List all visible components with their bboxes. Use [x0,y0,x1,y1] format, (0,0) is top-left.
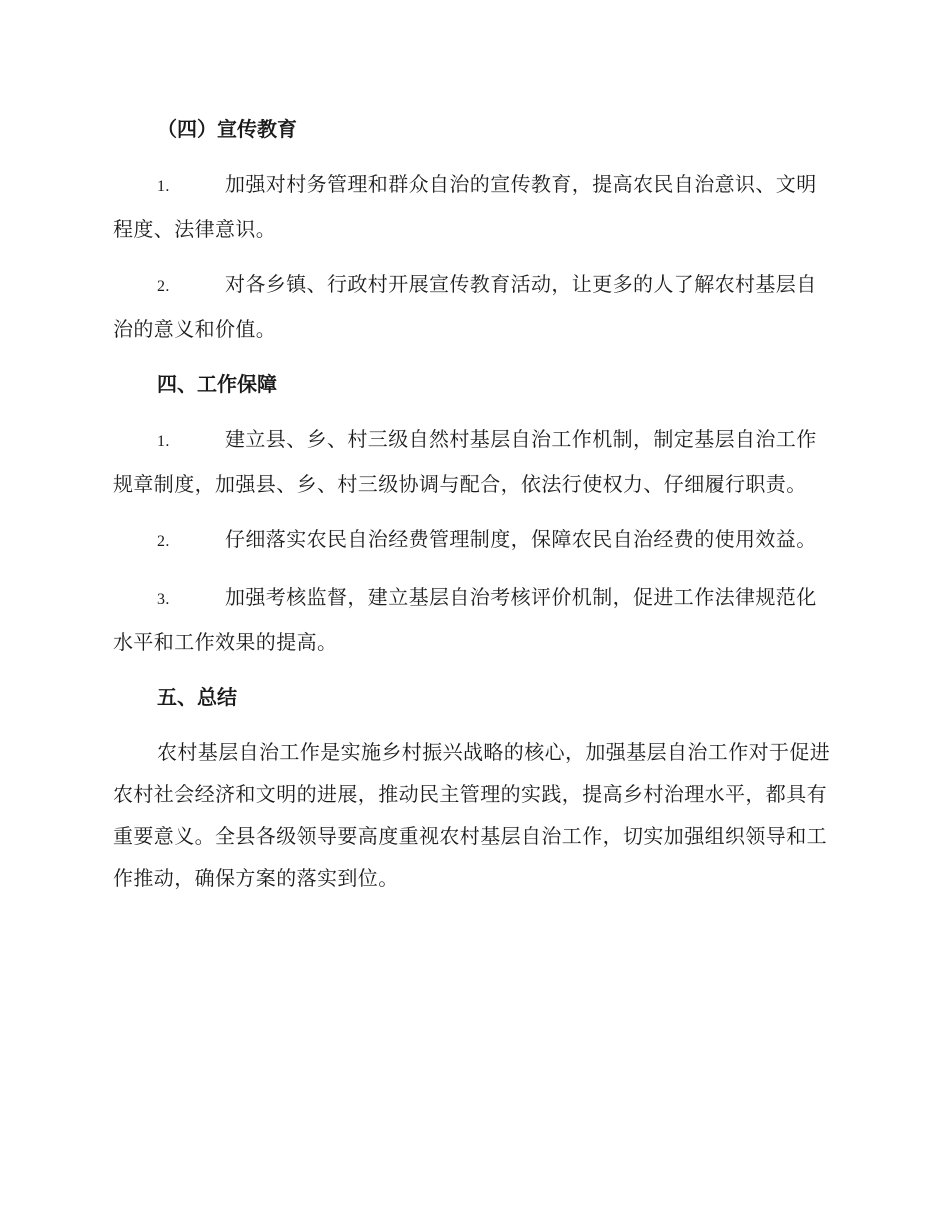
list-item-text: 加强对村务管理和群众自治的宣传教育，提高农民自治意识、文明程度、法律意识。 [113,172,817,241]
list-item [113,518,835,563]
list-item [113,163,835,250]
list-item-text: 加强考核监督，建立基层自治考核评价机制，促进工作法律规范化水平和工作效果的提高。 [113,585,817,654]
section-heading-publicity: （四）宣传教育 [157,117,297,141]
list-item-number: 1. [157,433,170,450]
list-item-number: 1. [157,178,170,195]
section-heading-summary: 五、总结 [157,685,237,709]
list-item-number: 2. [157,278,170,295]
list-item [113,418,835,505]
list-item [113,263,835,350]
list-item [113,576,835,663]
list-item-text: 对各乡镇、行政村开展宣传教育活动，让更多的人了解农村基层自治的意义和价值。 [113,272,817,341]
list-item-number: 2. [157,533,170,550]
document-body [113,108,835,899]
list-item-text: 仔细落实农民自治经费管理制度，保障农民自治经费的使用效益。 [225,527,817,551]
summary-paragraph: 农村基层自治工作是实施乡村振兴战略的核心，加强基层自治工作对于促进农村社会经济和文明的进展，推动民主管理的实践，提高乡村治理水平，都具有重要意义。全县各级领导要高度重视农村基层自治工作，切实加强组织领导和工作推动，确保方案的落实到位。 [113,740,831,890]
list-item-text: 建立县、乡、村三级自然村基层自治工作机制，制定基层自治工作规章制度，加强县、乡、村三级协调与配合，依法行使权力、仔细履行职责。 [113,427,817,496]
section-heading-work-guarantee: 四、工作保障 [157,372,277,396]
list-item-number: 3. [157,591,170,608]
